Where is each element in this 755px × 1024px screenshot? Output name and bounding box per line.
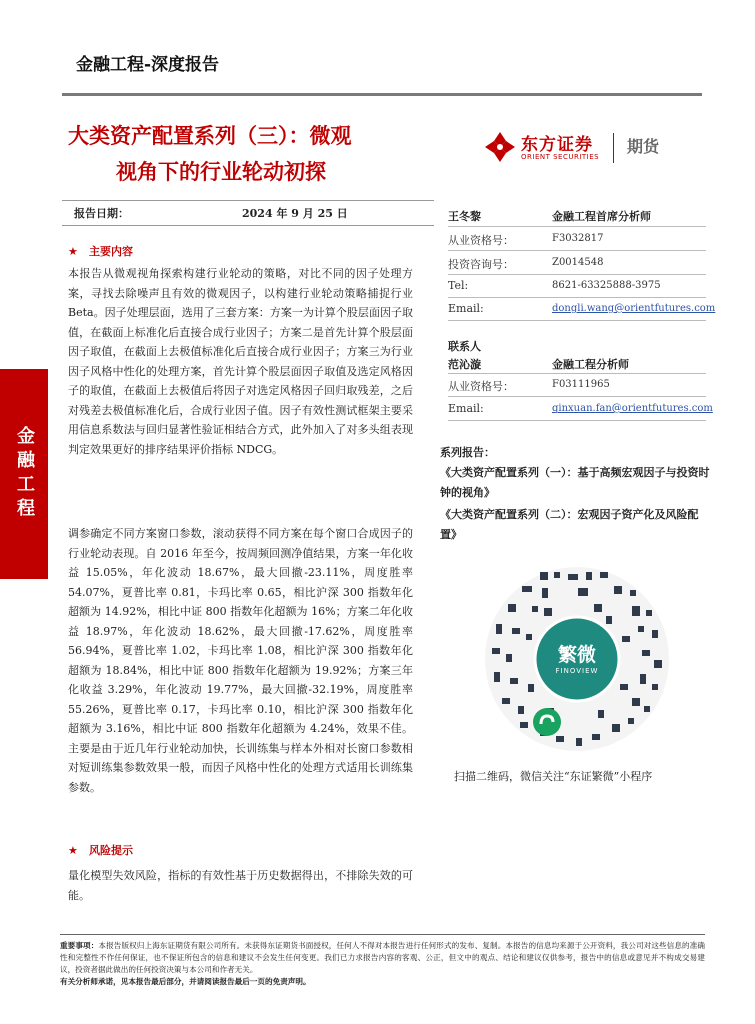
- analyst-1-field-label: 从业资格号：: [448, 234, 514, 247]
- analyst-1-email-link[interactable]: dongli.wang@orientfutures.com: [552, 303, 716, 314]
- analyst-1-field-value: 8621-63325888-3975: [552, 280, 661, 291]
- contact-label: 联系人: [448, 340, 481, 353]
- analyst-2-role: 金融工程分析师: [552, 358, 629, 371]
- risk-heading: ★ 风险提示: [68, 844, 133, 857]
- header-divider: [62, 93, 702, 96]
- analyst-1-name: 王冬黎: [448, 210, 481, 223]
- disclaimer-footer: 有关分析师承诺，见本报告最后部分，并请阅读报告最后一页的免责声明。: [60, 977, 311, 986]
- analyst-1-role: 金融工程首席分析师: [552, 210, 651, 223]
- report-title: [68, 118, 428, 190]
- summary-heading: ★ 主要内容: [68, 245, 133, 258]
- qr-caption: 扫描二维码，微信关注“东证繁微”小程序: [454, 770, 653, 783]
- divider: [448, 373, 706, 374]
- analyst-1-field-value: Z0014548: [552, 257, 604, 268]
- star-bullet-icon: ★: [68, 844, 78, 857]
- analyst-2-field-value: F03111965: [552, 379, 610, 390]
- divider: [448, 226, 706, 227]
- analyst-1-field-value: F3032817: [552, 233, 604, 244]
- analyst-1-field-label: Tel:: [448, 279, 469, 292]
- divider: [448, 420, 706, 421]
- qr-brand-en: FINOVIEW: [555, 667, 599, 675]
- title-line-2: 视角下的行业轮动初探: [116, 160, 326, 184]
- analyst-2-name: 范沁漩: [448, 358, 481, 371]
- sidebar-section-tab: 金融工程: [0, 369, 48, 579]
- report-date: 2024 年 9 月 25 日: [242, 207, 348, 220]
- brand-name-cn: 东方证券: [521, 135, 593, 155]
- brand-name-en: ORIENT SECURITIES: [521, 153, 600, 161]
- analyst-1-field-label: 投资咨询号：: [448, 258, 514, 271]
- brand-division: 期货: [627, 137, 660, 156]
- summary-paragraph-1: 本报告从微观视角探索构建行业轮动的策略，对比不同的因子处理方案，寻找去除噪声且有效的微观因子，以构建行业轮动策略捕捉行业 Beta。因子处理层面，选用了三套方案：方案一为计算个股层面因子取值，在截面上标准化后直接合成行业因子；方案二是首先计算个股层面因子取值，在截面上去极值标准化后直接合成行业因子；方案三为行业因子风格中性化的处理方案，首先计算个股层面因子取值及选定风格因子的取值，在截面上去极值后将因子对选定风格因子回归取残差，之后对残差去极值标准化后，合成行业因子值。因子有效性测试框架主要采用信息系数法与回归显著性验证相结合方式，此外加入了对多头组表现判定效果更好的排序结果评价指标 NDCG。: [68, 267, 413, 456]
- star-bullet-icon: ★: [68, 245, 78, 258]
- analyst-1-field-label: Email:: [448, 302, 484, 315]
- logo-divider: [613, 133, 614, 163]
- qr-brand-cn: 繁微: [557, 644, 596, 666]
- disclaimer-divider: [60, 934, 705, 935]
- disclaimer-text: 本报告版权归上海东证期货有限公司所有。未获得东证期货书面授权，任何人不得对本报告进行任何形式的发布、复制。本报告的信息均来源于公开资料，我公司对这些信息的准确性和完整性不作任何保证，也不保证所包含的信息和建议不会发生任何变更。我们已力求报告内容的客观、公正，但文中的观点、结论和建议仅供参考，报告中的信息或意见并不构成交易建议，投资者据此做出的任何投资决策与本公司和作者无关。: [60, 941, 705, 974]
- title-line-1: 大类资产配置系列（三）：微观: [68, 124, 352, 148]
- disclaimer-label: 重要事项：: [60, 941, 99, 950]
- series-reports-heading: 系列报告：: [440, 446, 495, 459]
- series-report-link-2[interactable]: 《大类资产配置系列（二）：宏观因子资产化及风险配置》: [440, 508, 699, 541]
- report-category: 金融工程-深度报告: [76, 55, 220, 75]
- analyst-2-field-label: Email:: [448, 402, 484, 415]
- divider: [448, 274, 706, 275]
- summary-paragraph-2: 调参确定不同方案窗口参数，滚动获得不同方案在每个窗口合成因子的行业轮动表现。自 2016 年至今，按周频回测净值结果，方案一年化收益 15.05%，年化波动 18.67%，最大回撤-23.11%，周度胜率 54.07%，夏普比率 0.81，卡玛比率 0.65，相比沪深 300 指数年化超额为 14.92%，相比中证 800 指数年化超额为 16%；方案二年化收益 18.97%，年化波动 18.62%，最大回撤-17.62%，周度胜率 56.94%，夏普比率 1.02，卡玛比率 1.08，相比沪深 300 指数年化超额为 18.84%，相比中证 800 指数年化超额为 19.92%；方案三年化收益 3.29%，年化波动 19.77%，最大回撤-32.19%，周度胜率 55.26%，夏普比率 0.17，卡玛比率 0.10，相比沪深 300 指数年化超额为 3.16%，相比中证 800 指数年化超额为 4.24%，效果不佳。主要是由于近几年行业轮动加快，长训练集与样本外相对长窗口参数相对短训练集参数效果一般，而因子风格中性化的处理方式适用长训练集参数。: [68, 527, 413, 794]
- series-report-link-1[interactable]: 《大类资产配置系列（一）：基于高频宏观因子与投资时钟的视角》: [440, 466, 710, 499]
- divider: [448, 396, 706, 397]
- risk-text: 量化模型失效风险，指标的有效性基于历史数据得出，不排除失效的可能。: [68, 869, 413, 902]
- analyst-2-email-link[interactable]: qinxuan.fan@orientfutures.com: [552, 403, 713, 414]
- divider: [448, 320, 706, 321]
- divider: [448, 297, 706, 298]
- disclaimer: [60, 940, 705, 988]
- orient-securities-logo-icon: [484, 131, 516, 163]
- divider: [448, 250, 706, 251]
- date-label: 报告日期：: [74, 207, 129, 220]
- analyst-2-field-label: 从业资格号：: [448, 380, 514, 393]
